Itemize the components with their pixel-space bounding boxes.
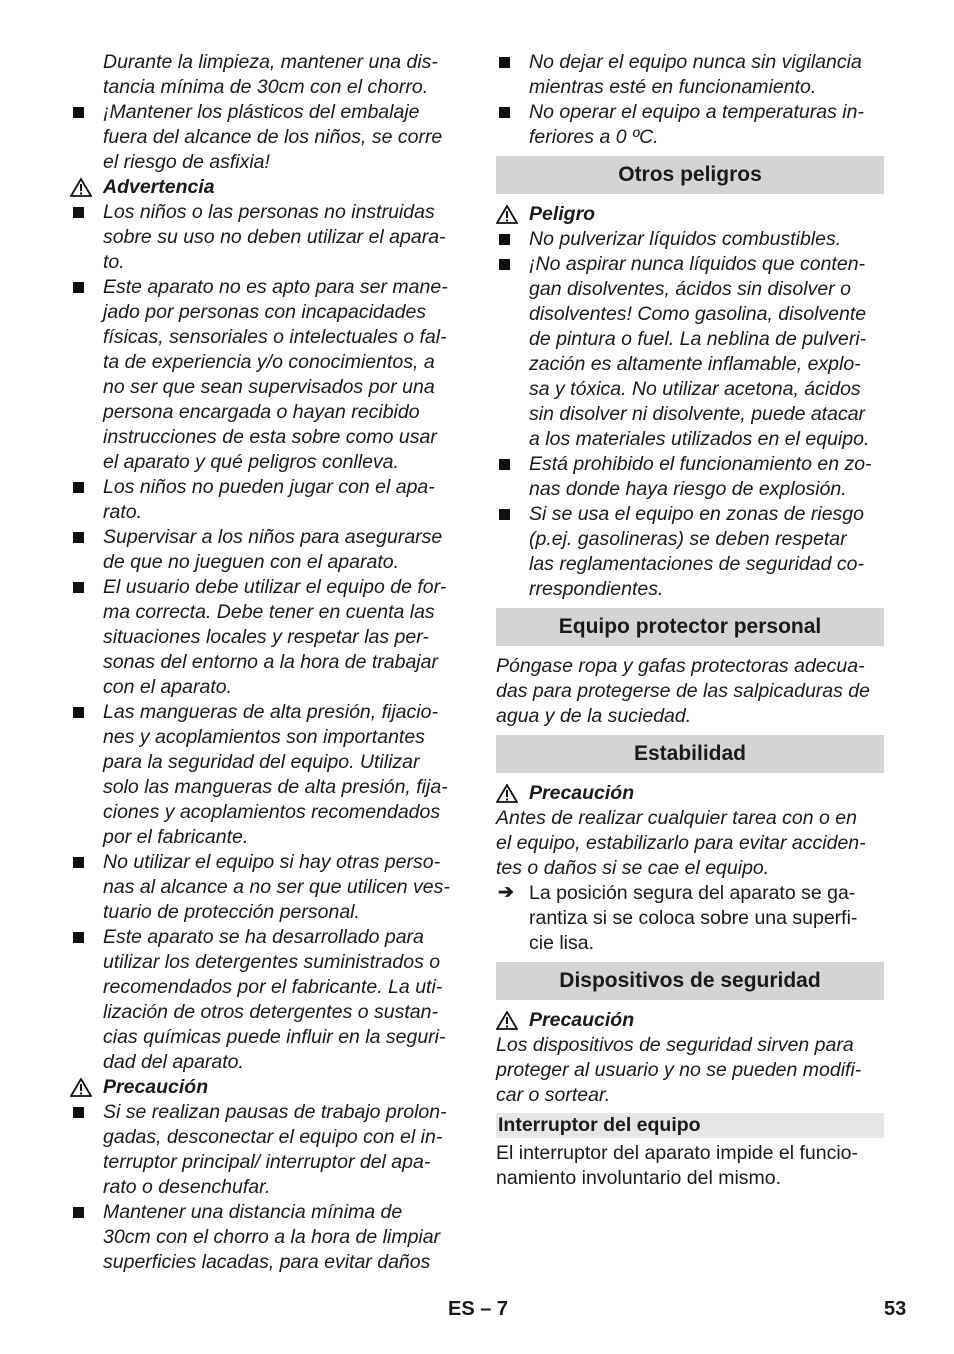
section-heading-otros-peligros: Otros peligros [496, 156, 884, 194]
square-bullet-icon [73, 932, 84, 943]
bullet-text-line: Si se realizan pausas de trabajo prolon- [103, 1101, 447, 1123]
square-bullet-icon [73, 107, 84, 118]
bullet-text-line: Si se usa el equipo en zonas de riesgo [529, 503, 864, 525]
bullet-text-line: No operar el equipo a temperaturas in- [529, 101, 864, 123]
bullet-text-line: tuario de protección personal. [103, 901, 360, 923]
left-column [70, 50, 460, 1275]
advertencia-heading [70, 175, 460, 200]
bullet-text-line: persona encargada o hayan recibido [103, 401, 420, 423]
section-heading-estabilidad: Estabilidad [496, 735, 884, 773]
bullet-text-line: por el fabricante. [103, 826, 249, 848]
equipo-paragraph [496, 654, 884, 729]
bullet-item [496, 252, 884, 452]
bullet-text-line: sin disolver ni disolvente, puede atacar [529, 403, 866, 425]
bullet-text-line: No utilizar el equipo si hay otras perso- [103, 851, 441, 873]
bullet-item [496, 502, 884, 602]
bullet-item [70, 1200, 460, 1275]
bullet-item [496, 100, 884, 150]
square-bullet-icon [73, 532, 84, 543]
bullet-text-line: ma correcta. Debe tener en cuenta las [103, 601, 435, 623]
dispositivos-paragraph-line: proteger al usuario y no se pueden modifi- [496, 1059, 862, 1081]
square-bullet-icon [73, 482, 84, 493]
bullet-text-line: Este aparato se ha desarrollado para [103, 926, 424, 948]
bullet-text-line: Supervisar a los niños para asegurarse [103, 526, 443, 548]
square-bullet-icon [73, 857, 84, 868]
bullet-text-line: nas donde haya riesgo de explosión. [529, 478, 847, 500]
bullet-text-line: de que no jueguen con el aparato. [103, 551, 399, 573]
bullet-item [496, 452, 884, 502]
peligro-heading [496, 202, 884, 227]
bullet-text-line: terruptor principal/ interruptor del apa- [103, 1151, 431, 1173]
interruptor-paragraph-line: El interruptor del aparato impide el funcio- [496, 1142, 859, 1164]
bullet-text-line: nes y acoplamientos son importantes [103, 726, 425, 748]
bullet-text-line: situaciones locales y respetar las per- [103, 626, 429, 648]
square-bullet-icon [73, 1107, 84, 1118]
bullet-item [70, 200, 460, 275]
square-bullet-icon [499, 107, 510, 118]
subheading-interruptor: Interruptor del equipo [496, 1113, 884, 1138]
arrow-text-line: cie lisa. [529, 932, 595, 954]
interruptor-paragraph [496, 1141, 884, 1191]
bullet-text-line: No dejar el equipo nunca sin vigilancia [529, 51, 862, 73]
estabilidad-paragraph [496, 806, 884, 881]
square-bullet-icon [499, 57, 510, 68]
bullet-text-line: No pulverizar líquidos combustibles. [529, 228, 842, 250]
square-bullet-icon [499, 459, 510, 470]
bullet-text-line: Mantener una distancia mínima de [103, 1201, 403, 1223]
intro-line: tancia mínima de 30cm con el chorro. [103, 76, 429, 98]
bullet-item [70, 575, 460, 700]
square-bullet-icon [73, 1207, 84, 1218]
bullet-text-line: cias químicas puede influir en la seguri- [103, 1026, 446, 1048]
right-column [496, 50, 884, 1191]
footer-page-number: 53 [884, 1298, 907, 1320]
bullet-text-line: físicas, sensoriales o intelectuales o fal- [103, 326, 447, 348]
bullet-text-line: ¡Mantener los plásticos del embalaje [103, 101, 420, 123]
bullet-text-line: no ser que sean supervisados por una [103, 376, 435, 398]
bullet-text-line: fuera del alcance de los niños, se corre [103, 126, 443, 148]
bullet-text-line: (p.ej. gasolineras) se deben respetar [529, 528, 847, 550]
bullet-text-line: sonas del entorno a la hora de trabajar [103, 651, 438, 673]
bullet-text-line: ¡No aspirar nunca líquidos que conten- [529, 253, 866, 275]
warning-label: Advertencia [103, 176, 215, 198]
section-heading-equipo-protector: Equipo protector personal [496, 608, 884, 646]
warning-label: Precaución [529, 1009, 635, 1031]
bullet-text-line: gadas, desconectar el equipo con el in- [103, 1126, 443, 1148]
square-bullet-icon [73, 707, 84, 718]
bullet-item [70, 525, 460, 575]
bullet-item [70, 925, 460, 1075]
bullet-text-line: dad del aparato. [103, 1051, 244, 1073]
bullet-text-line: zación es altamente inflamable, explo- [529, 353, 861, 375]
warning-label: Peligro [529, 203, 596, 225]
equipo-paragraph-line: agua y de la suciedad. [496, 705, 692, 727]
square-bullet-icon [499, 509, 510, 520]
bullet-item [70, 1100, 460, 1200]
dispositivos-paragraph-line: Los dispositivos de seguridad sirven para [496, 1034, 854, 1056]
section-heading-dispositivos: Dispositivos de seguridad [496, 962, 884, 1000]
bullet-text-line: las reglamentaciones de seguridad co- [529, 553, 864, 575]
bullet-text-line: ta de experiencia y/o conocimientos, a [103, 351, 435, 373]
bullet-text-line: rrespondientes. [529, 578, 664, 600]
bullet-text-line: rato. [103, 501, 143, 523]
bullet-text-line: 30cm con el chorro a la hora de limpiar [103, 1226, 441, 1248]
bullet-text-line: Está prohibido el funcionamiento en zo- [529, 453, 872, 475]
intro-line: Durante la limpieza, mantener una dis- [103, 51, 438, 73]
square-bullet-icon [499, 234, 510, 245]
bullet-text-line: solo las mangueras de alta presión, fija- [103, 776, 448, 798]
equipo-paragraph-line: Póngase ropa y gafas protectoras adecua- [496, 655, 865, 677]
square-bullet-icon [73, 582, 84, 593]
bullet-text-line: disolventes! Como gasolina, disolvente [529, 303, 867, 325]
equipo-paragraph-line: das para protegerse de las salpicaduras de [496, 680, 870, 702]
bullet-text-line: to. [103, 251, 125, 273]
bullet-text-line: instrucciones de esta sobre como usar [103, 426, 437, 448]
precaucion-heading [496, 1008, 884, 1033]
bullet-item [496, 50, 884, 100]
bullet-text-line: nas al alcance a no ser que utilicen ves- [103, 876, 450, 898]
interruptor-paragraph-line: namiento involuntario del mismo. [496, 1167, 782, 1189]
bullet-item [70, 850, 460, 925]
estabilidad-paragraph-line: el equipo, estabilizarlo para evitar acciden- [496, 832, 866, 854]
arrow-text-line: rantiza si se coloca sobre una superfi- [529, 907, 858, 929]
square-bullet-icon [499, 259, 510, 270]
precaucion-heading [496, 781, 884, 806]
arrow-item [496, 881, 884, 956]
bullet-text-line: Las mangueras de alta presión, fijacio- [103, 701, 438, 723]
intro-continuation [70, 50, 460, 100]
bullet-text-line: jado por personas con incapacidades [103, 301, 427, 323]
estabilidad-paragraph-line: tes o daños si se cae el equipo. [496, 857, 770, 879]
precaucion-heading [70, 1075, 460, 1100]
estabilidad-paragraph-line: Antes de realizar cualquier tarea con o en [496, 807, 857, 829]
square-bullet-icon [73, 207, 84, 218]
bullet-text-line: utilizar los detergentes suministrados o [103, 951, 441, 973]
bullet-text-line: rato o desenchufar. [103, 1176, 271, 1198]
bullet-text-line: para la seguridad del equipo. Utilizar [103, 751, 420, 773]
bullet-text-line: gan disolventes, ácidos sin disolver o [529, 278, 851, 300]
bullet-text-line: Este aparato no es apto para ser mane- [103, 276, 448, 298]
warning-label: Precaución [103, 1076, 209, 1098]
bullet-text-line: con el aparato. [103, 676, 233, 698]
bullet-item [496, 227, 884, 252]
bullet-text-line: Los niños no pueden jugar con el apa- [103, 476, 435, 498]
bullet-text-line: superficies lacadas, para evitar daños [103, 1251, 431, 1273]
bullet-text-line: El usuario debe utilizar el equipo de for- [103, 576, 447, 598]
warning-label: Precaución [529, 782, 635, 804]
bullet-text-line: el riesgo de asfixia! [103, 151, 270, 173]
bullet-text-line: feriores a 0 ºC. [529, 126, 659, 148]
footer-section-label: ES – 7 [448, 1298, 509, 1320]
bullet-item [70, 700, 460, 850]
bullet-text-line: Los niños o las personas no instruidas [103, 201, 435, 223]
bullet-text-line: el aparato y qué peligros conlleva. [103, 451, 399, 473]
bullet-text-line: sobre su uso no deben utilizar el apara- [103, 226, 446, 248]
bullet-text-line: a los materiales utilizados en el equipo. [529, 428, 870, 450]
bullet-text-line: ciones y acoplamientos recomendados [103, 801, 441, 823]
bullet-item [70, 100, 460, 175]
bullet-item [70, 275, 460, 475]
bullet-text-line: lización de otros detergentes o sustan- [103, 1001, 438, 1023]
dispositivos-paragraph [496, 1033, 884, 1108]
bullet-text-line: de pintura o fuel. La neblina de pulveri- [529, 328, 867, 350]
bullet-text-line: recomendados por el fabricante. La uti- [103, 976, 443, 998]
arrow-text-line: La posición segura del aparato se ga- [529, 882, 856, 904]
square-bullet-icon [73, 282, 84, 293]
bullet-text-line: sa y tóxica. No utilizar acetona, ácidos [529, 378, 861, 400]
dispositivos-paragraph-line: car o sortear. [496, 1084, 611, 1106]
bullet-text-line: mientras esté en funcionamiento. [529, 76, 817, 98]
arrow-right-icon: ➔ [498, 882, 514, 903]
bullet-item [70, 475, 460, 525]
